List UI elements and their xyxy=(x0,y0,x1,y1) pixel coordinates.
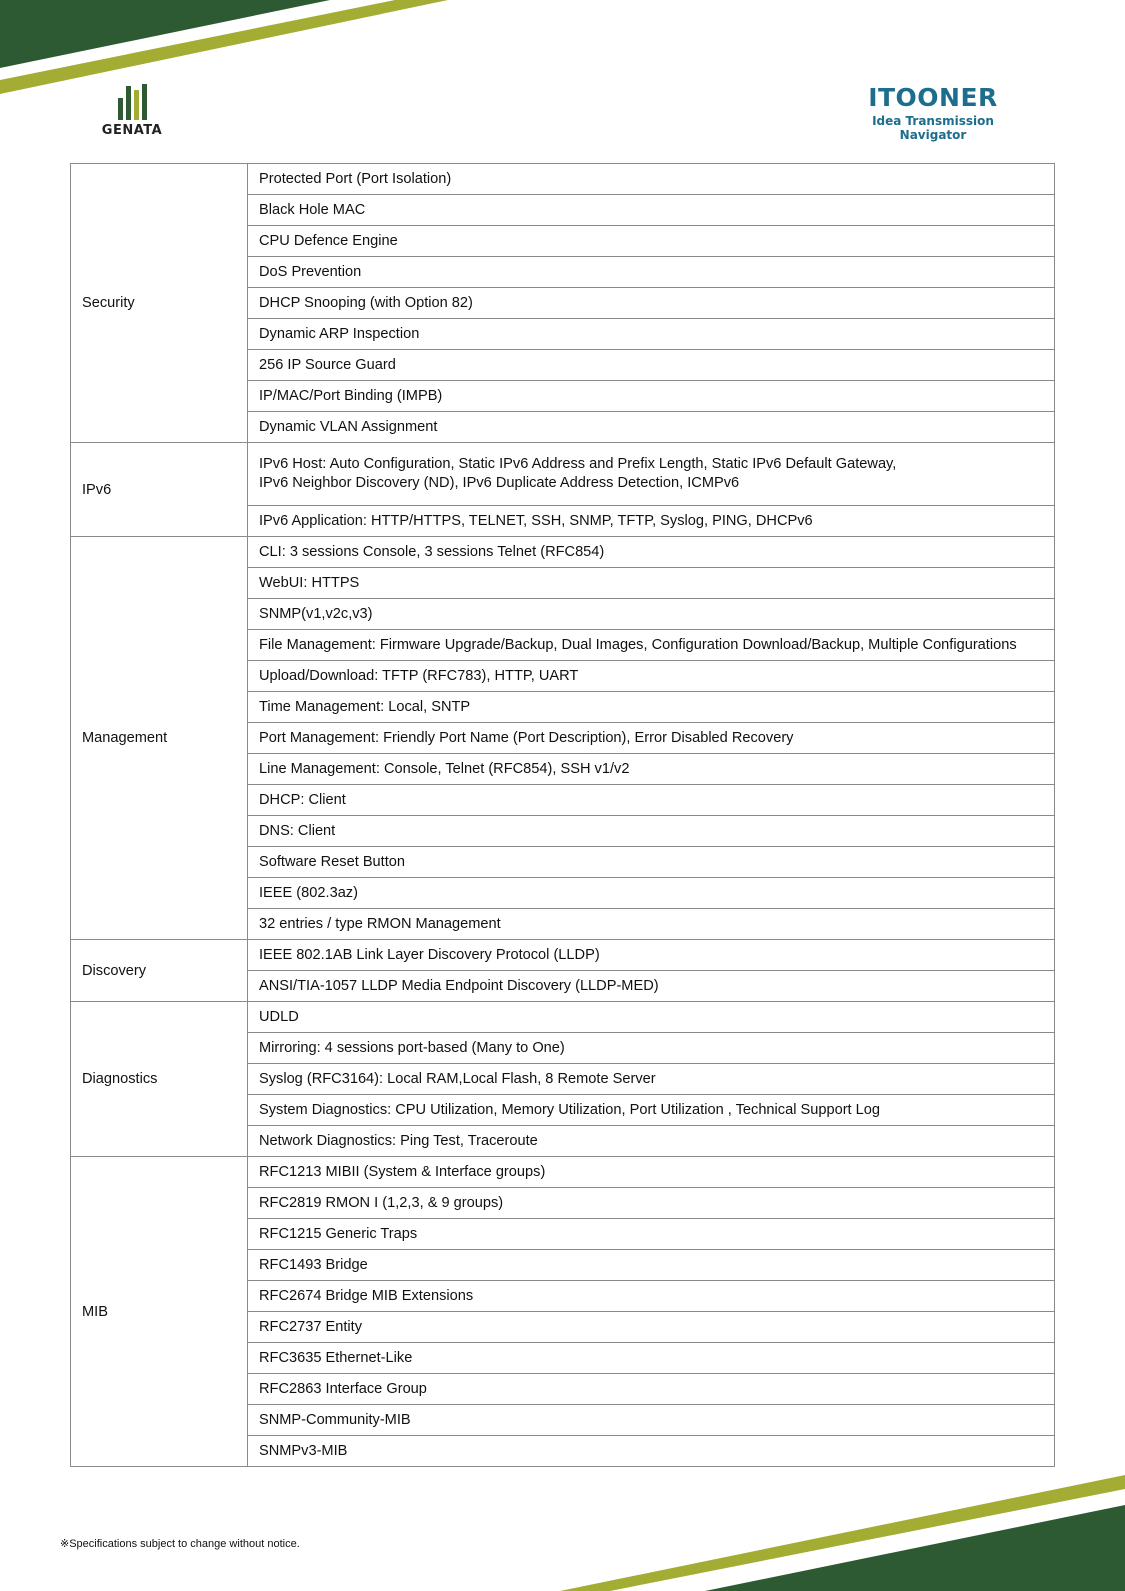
table-row xyxy=(71,1002,1055,1033)
feature-cell: RFC2863 Interface Group xyxy=(248,1374,1055,1405)
feature-cell: DHCP: Client xyxy=(248,785,1055,816)
feature-cell: 256 IP Source Guard xyxy=(248,350,1055,381)
feature-cell: RFC3635 Ethernet-Like xyxy=(248,1343,1055,1374)
itooner-brand: ITOONER xyxy=(868,83,998,112)
category-cell: Security xyxy=(71,164,248,443)
genata-logo xyxy=(98,84,166,138)
feature-cell: RFC1215 Generic Traps xyxy=(248,1219,1055,1250)
itooner-tagline: Idea Transmission Navigator xyxy=(872,114,994,142)
feature-cell: Syslog (RFC3164): Local RAM,Local Flash, 8 Remote Server xyxy=(248,1064,1055,1095)
feature-cell: RFC2819 RMON I (1,2,3, & 9 groups) xyxy=(248,1188,1055,1219)
table-row xyxy=(71,164,1055,195)
feature-cell: RFC1493 Bridge xyxy=(248,1250,1055,1281)
feature-cell: CLI: 3 sessions Console, 3 sessions Telnet (RFC854) xyxy=(248,537,1055,568)
feature-cell: Mirroring: 4 sessions port-based (Many to One) xyxy=(248,1033,1055,1064)
category-cell: Management xyxy=(71,537,248,940)
footnote: ※Specifications subject to change without notice. xyxy=(60,1538,300,1550)
feature-cell: Dynamic VLAN Assignment xyxy=(248,412,1055,443)
specification-table xyxy=(70,163,1055,1467)
feature-cell: RFC2674 Bridge MIB Extensions xyxy=(248,1281,1055,1312)
feature-cell: DoS Prevention xyxy=(248,257,1055,288)
feature-cell: IEEE (802.3az) xyxy=(248,878,1055,909)
feature-cell: IPv6 Host: Auto Configuration, Static IPv6 Address and Prefix Length, Static IPv6 Default Gateway, IPv6 Neighbor Discovery (ND), IPv6 Duplicate Address Detection, ICMPv6 xyxy=(248,443,1055,506)
feature-cell: Network Diagnostics: Ping Test, Traceroute xyxy=(248,1126,1055,1157)
category-cell: Diagnostics xyxy=(71,1002,248,1157)
feature-cell: SNMP(v1,v2c,v3) xyxy=(248,599,1055,630)
feature-cell: Time Management: Local, SNTP xyxy=(248,692,1055,723)
genata-bars-icon xyxy=(98,84,166,120)
category-cell: MIB xyxy=(71,1157,248,1467)
feature-cell: IEEE 802.1AB Link Layer Discovery Protocol (LLDP) xyxy=(248,940,1055,971)
feature-cell: System Diagnostics: CPU Utilization, Memory Utilization, Port Utilization , Technical Support Log xyxy=(248,1095,1055,1126)
feature-cell: UDLD xyxy=(248,1002,1055,1033)
feature-cell: File Management: Firmware Upgrade/Backup, Dual Images, Configuration Download/Backup, Multiple Configurations xyxy=(248,630,1055,661)
table-row xyxy=(71,537,1055,568)
feature-cell: IPv6 Application: HTTP/HTTPS, TELNET, SSH, SNMP, TFTP, Syslog, PING, DHCPv6 xyxy=(248,506,1055,537)
feature-cell: RFC1213 MIBII (System & Interface groups) xyxy=(248,1157,1055,1188)
feature-cell: Line Management: Console, Telnet (RFC854), SSH v1/v2 xyxy=(248,754,1055,785)
category-cell: IPv6 xyxy=(71,443,248,537)
table-row xyxy=(71,1157,1055,1188)
itooner-logo xyxy=(838,84,1028,142)
genata-wordmark: GENATA xyxy=(101,123,163,138)
category-cell: Discovery xyxy=(71,940,248,1002)
feature-cell: Port Management: Friendly Port Name (Port Description), Error Disabled Recovery xyxy=(248,723,1055,754)
feature-cell: Dynamic ARP Inspection xyxy=(248,319,1055,350)
feature-cell: SNMPv3-MIB xyxy=(248,1436,1055,1467)
table-row xyxy=(71,443,1055,506)
feature-cell: CPU Defence Engine xyxy=(248,226,1055,257)
feature-cell: IP/MAC/Port Binding (IMPB) xyxy=(248,381,1055,412)
feature-cell: WebUI: HTTPS xyxy=(248,568,1055,599)
feature-cell: RFC2737 Entity xyxy=(248,1312,1055,1343)
feature-cell: Upload/Download: TFTP (RFC783), HTTP, UART xyxy=(248,661,1055,692)
feature-cell: ANSI/TIA-1057 LLDP Media Endpoint Discovery (LLDP-MED) xyxy=(248,971,1055,1002)
feature-cell: Black Hole MAC xyxy=(248,195,1055,226)
feature-cell: 32 entries / type RMON Management xyxy=(248,909,1055,940)
feature-cell: Software Reset Button xyxy=(248,847,1055,878)
feature-cell: DHCP Snooping (with Option 82) xyxy=(248,288,1055,319)
bottom-dark-stripe xyxy=(705,1505,1125,1591)
feature-cell: DNS: Client xyxy=(248,816,1055,847)
feature-cell: Protected Port (Port Isolation) xyxy=(248,164,1055,195)
table-row xyxy=(71,940,1055,971)
feature-cell: SNMP-Community-MIB xyxy=(248,1405,1055,1436)
